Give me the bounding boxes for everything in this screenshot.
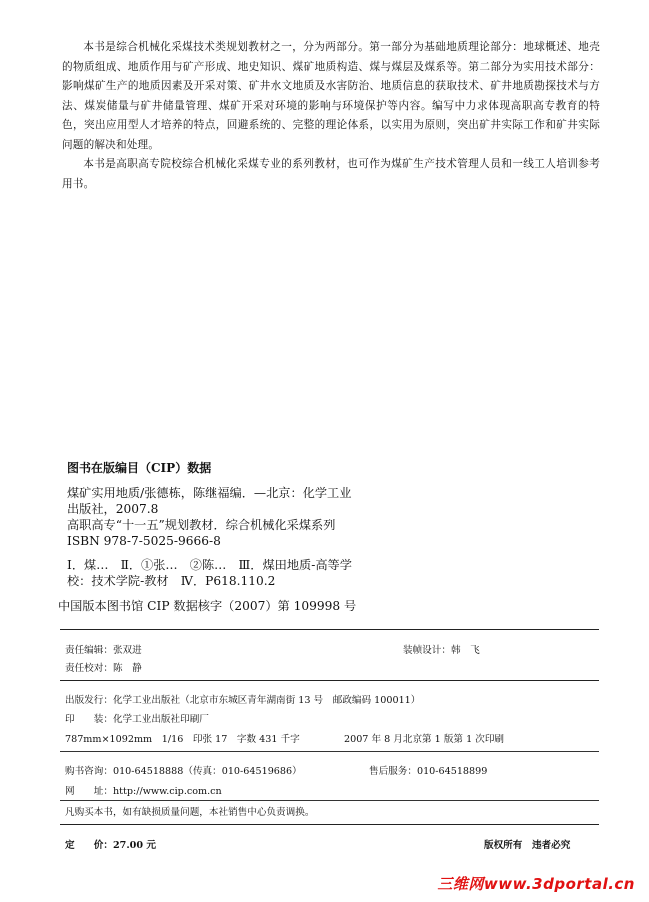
description-paragraph-1: 本书是综合机械化采煤技术类规划教材之一，分为两部分。第一部分为基础地质理论部分：地球概述、地壳的物质组成、地质作用与矿产形成、地史知识、煤矿地质构造、煤与煤层及煤系等。第二部分为实用技术部分：影响煤矿生产的地质因素及开采对策、矿井水文地质及水害防治、地质信息的获取技术、矿井地质勘探技术与方法、煤炭储量与矿井储量管理、煤矿开采对环境的影响与环境保护等内容。编写中力求体现高职高专教育的特色，突出应用型人才培养的特点，回避系统的、完整的理论体系，以实用为原则，突出矿井实际工作和矿井实际问题的解决和处理。 [62,41,600,151]
printer-info: 印 装：化学工业出版社印刷厂 [65,714,209,725]
return-notice: 凡购买本书，如有缺损质量问题，本社销售中心负责调换。 [65,807,315,818]
copyright-notice: 版权所有 违者必究 [484,840,571,851]
cip-line: 校：技术学院-教材 Ⅳ．P618.110.2 [67,574,276,588]
divider-rule [60,680,599,681]
price-label: 定 价：27.00 元 [65,840,156,851]
divider-rule [60,629,599,630]
edition-info: 2007 年 8 月北京第 1 版第 1 次印刷 [344,734,505,745]
cip-catalog-number: 中国版本图书馆 CIP 数据核字（2007）第 109998 号 [58,599,357,613]
editor-credit: 责任编辑：张双进 [65,645,142,656]
format-spec: 787mm×1092mm 1/16 印张 17 字数 431 千字 [65,734,300,745]
divider-rule [60,800,599,801]
cip-line: 高职高专“十一五”规划教材．综合机械化采煤系列 [67,518,336,532]
cip-title: 图书在版编目（CIP）数据 [67,461,212,475]
proofreader-credit: 责任校对：陈 静 [65,663,142,674]
divider-rule [60,751,599,752]
cip-line: 出版社，2007.8 [67,502,159,516]
publisher-info: 出版发行：化学工业出版社（北京市东城区青年湖南街 13 号 邮政编码 100011） [65,695,421,706]
website-link[interactable]: 网 址：http://www.cip.com.cn [65,786,222,797]
description-paragraph-2: 本书是高职高专院校综合机械化采煤专业的系列教材，也可作为煤矿生产技术管理人员和一线工人培训参考用书。 [62,158,600,190]
site-watermark: 三维网www.3dportal.cn [437,875,635,893]
cip-line: Ⅰ．煤… Ⅱ．①张… ②陈… Ⅲ．煤田地质-高等学 [67,558,352,572]
designer-credit: 装帧设计：韩 飞 [403,645,480,656]
service-contact: 售后服务：010-64518899 [369,766,488,777]
divider-rule [60,824,599,825]
cip-line: 煤矿实用地质/张德栋，陈继福编．—北京：化学工业 [67,486,352,500]
cip-line: ISBN 978-7-5025-9666-8 [67,534,221,548]
purchase-contact: 购书咨询：010-64518888（传真：010-64519686） [65,766,302,777]
